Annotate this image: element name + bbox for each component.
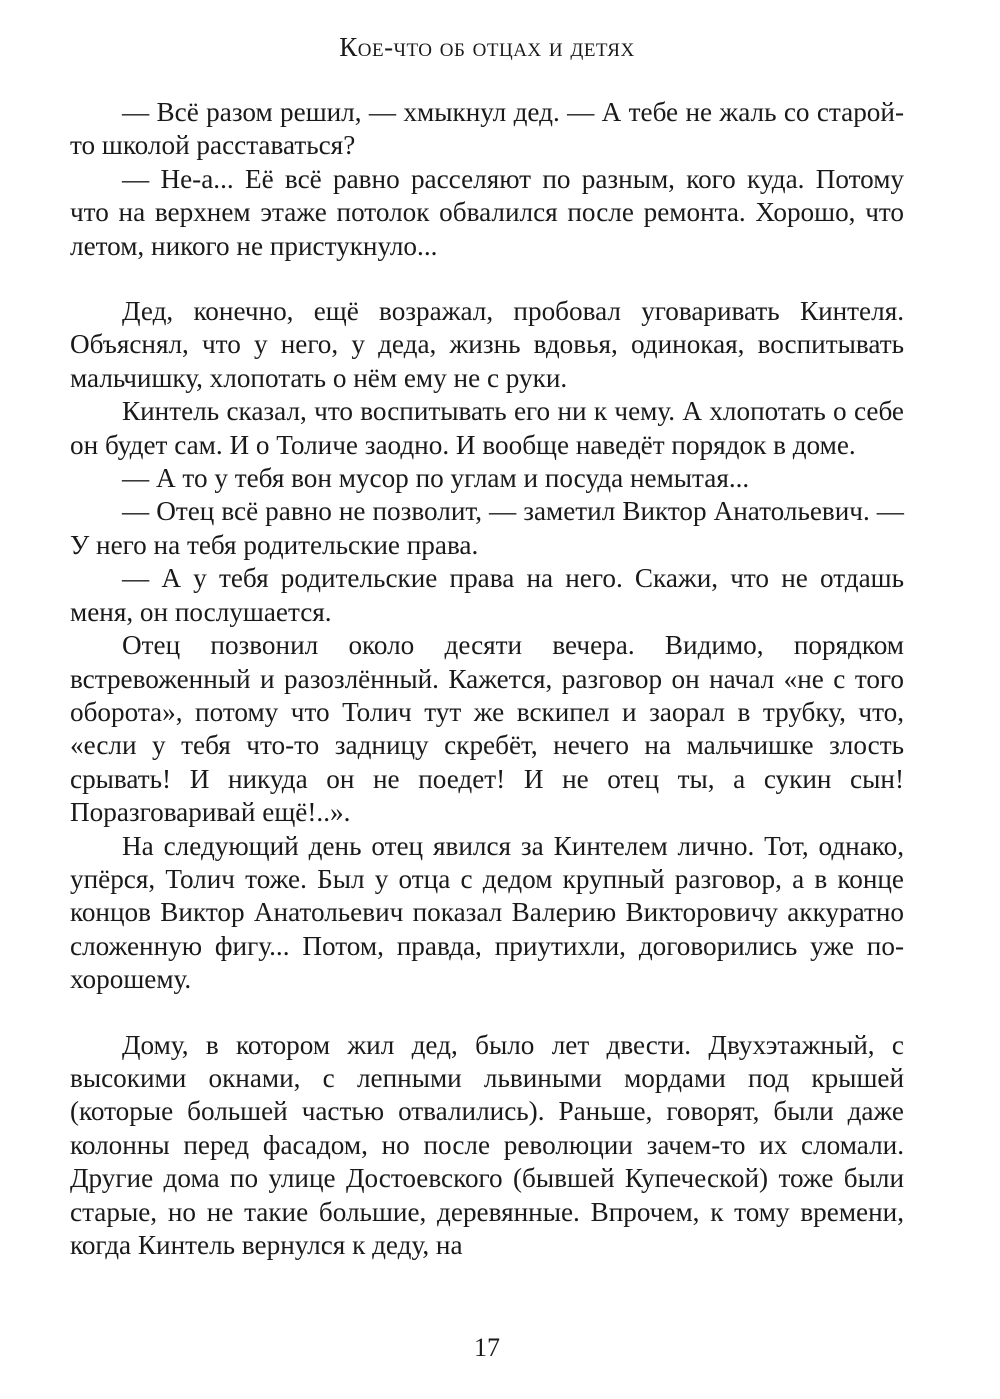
page-number: 17 [474, 1333, 500, 1362]
paragraph: Дед, конечно, ещё возражал, пробовал уговаривать Кинтеля. Объяснял, что у него, у деда, жизнь вдовья, одинокая, воспитывать мальчишку, хлопотать о нём ему не с руки. [70, 296, 904, 393]
paragraph: — А то у тебя вон мусор по углам и посуда немытая... [122, 463, 750, 494]
paragraph: Кинтель сказал, что воспитывать его ни к чему. А хлопотать о себе он будет сам. И о Толиче заодно. И вообще наведёт порядок в доме. [70, 396, 904, 460]
running-head: Кое-что об отцах и детях [339, 32, 635, 62]
book-page [70, 0, 904, 1399]
paragraph: — Всё разом решил, — хмыкнул дед. — А тебе не жаль со старой-то школой расставаться? [70, 97, 904, 161]
paragraph: — А у тебя родительские права на него. Скажи, что не отдашь меня, он послушается. [70, 563, 904, 627]
paragraph: — Не-а... Её всё равно расселяют по разным, кого куда. Потому что на верхнем этаже потолок обвалился после ремонта. Хорошо, что летом, никого не пристукнуло... [70, 163, 904, 261]
body-text [70, 96, 904, 1262]
paragraph: Отец позвонил около десяти вечера. Видимо, порядком встревоженный и разозлённый. Кажется, разговор он начал «не с того оборота», потому что Толич тут же вскипел и заорал в трубку, что, «если у тебя что-то задницу скребёт, нечего на мальчишке злость срывать! И никуда он не поедет! И не отец ты, а сукин сын! Поразговаривай ещё!..». [70, 630, 904, 828]
paragraph: На следующий день отец явился за Кинтелем лично. Тот, однако, упёрся, Толич тоже. Был у отца с дедом крупный разговор, а в конце концов Виктор Анатольевич показал Валерию Викторовичу аккуратно сложенную фигу... Потом, правда, приутихли, договорились уже по-хорошему. [70, 830, 904, 995]
section-break [70, 263, 904, 295]
section-break [70, 997, 904, 1029]
paragraph: — Отец всё равно не позволит, — заметил Виктор Анатольевич. — У него на тебя родительские права. [70, 496, 904, 560]
paragraph: Дому, в котором жил дед, было лет двести. Двухэтажный, с высокими окнами, с лепными львиными мордами под крышей (которые большей частью отвалились). Раньше, говорят, были даже колонны перед фасадом, но после революции зачем-то их сломали. Другие дома по улице Достоевского (бывшей Купеческой) тоже были старые, но не такие большие, деревянные. Впрочем, к тому времени, когда Кинтель вернулся к деду, на [70, 1029, 904, 1260]
